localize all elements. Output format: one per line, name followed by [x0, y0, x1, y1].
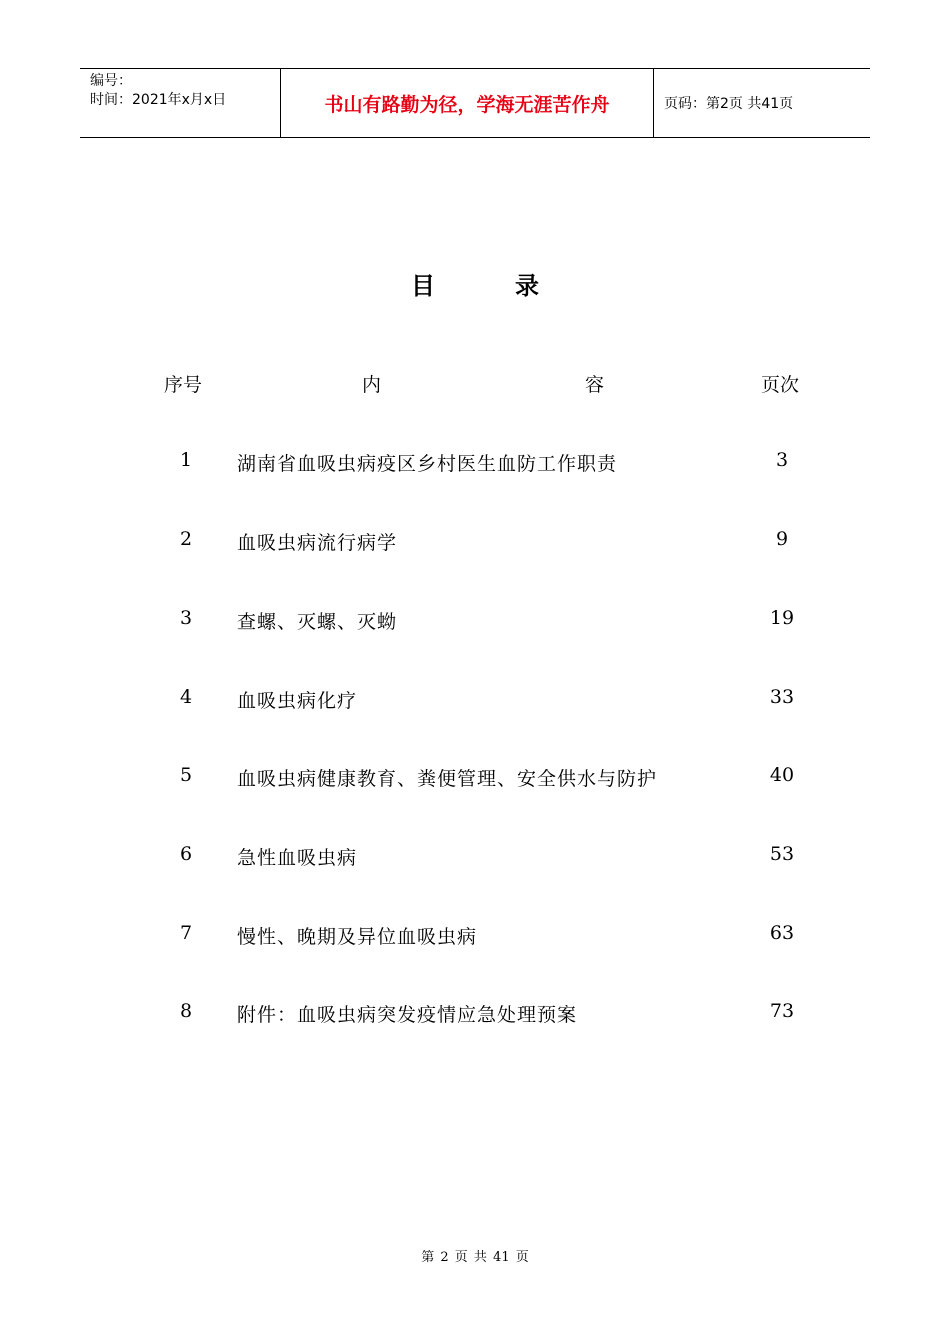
toc-row-number: 7 [179, 922, 193, 944]
toc-row[interactable] [0, 607, 950, 637]
toc-row-number: 8 [179, 1000, 193, 1022]
page-header [80, 68, 870, 138]
toc-row[interactable] [0, 843, 950, 873]
col-header-no: 序号 [164, 374, 203, 396]
header-page-info: 页码：第2页 共41页 [664, 96, 794, 112]
toc-row[interactable] [0, 686, 950, 716]
toc-row-number: 2 [179, 528, 193, 550]
toc-row-page: 40 [769, 764, 795, 786]
col-header-content-b: 容 [585, 374, 605, 396]
toc-row-number: 6 [179, 843, 193, 865]
title-left: 目 [411, 272, 435, 300]
toc-row-number: 4 [179, 686, 193, 708]
toc-row-page: 19 [769, 607, 795, 629]
toc-row-number: 1 [179, 449, 193, 471]
header-date-label: 时间：2021年x月x日 [90, 92, 227, 108]
header-meta [80, 69, 281, 137]
header-number-label: 编号： [90, 73, 132, 89]
col-header-page: 页次 [761, 374, 800, 396]
toc-row-number: 5 [179, 764, 193, 786]
toc-row-page: 33 [769, 686, 795, 708]
toc-row-title: 血吸虫病流行病学 [237, 532, 398, 554]
toc-row-title: 附件：血吸虫病突发疫情应急处理预案 [237, 1004, 578, 1026]
toc-row-page: 53 [769, 843, 795, 865]
toc-row-title: 血吸虫病健康教育、粪便管理、安全供水与防护 [237, 768, 658, 790]
header-motto: 书山有路勤为径，学海无涯苦作舟 [281, 69, 654, 137]
toc-row-page: 3 [775, 449, 789, 471]
toc-row[interactable] [0, 449, 950, 479]
toc-row[interactable] [0, 528, 950, 558]
toc-row[interactable] [0, 1000, 950, 1030]
toc-row-title: 慢性、晚期及异位血吸虫病 [237, 926, 478, 948]
toc-row-number: 3 [179, 607, 193, 629]
toc-row[interactable] [0, 922, 950, 952]
toc-row-title: 湖南省血吸虫病疫区乡村医生血防工作职责 [237, 453, 618, 475]
toc-row-title: 血吸虫病化疗 [237, 690, 358, 712]
toc-row[interactable] [0, 764, 950, 794]
page-footer: 第 2 页 共 41 页 [421, 1250, 529, 1265]
toc-row-page: 9 [775, 528, 789, 550]
page-title [0, 266, 950, 301]
toc-row-title: 急性血吸虫病 [237, 847, 358, 869]
col-header-content-a: 内 [362, 374, 382, 396]
toc-row-title: 查螺、灭螺、灭蚴 [237, 611, 398, 633]
toc-row-page: 63 [769, 922, 795, 944]
title-right: 录 [515, 272, 539, 300]
toc-row-page: 73 [769, 1000, 795, 1022]
